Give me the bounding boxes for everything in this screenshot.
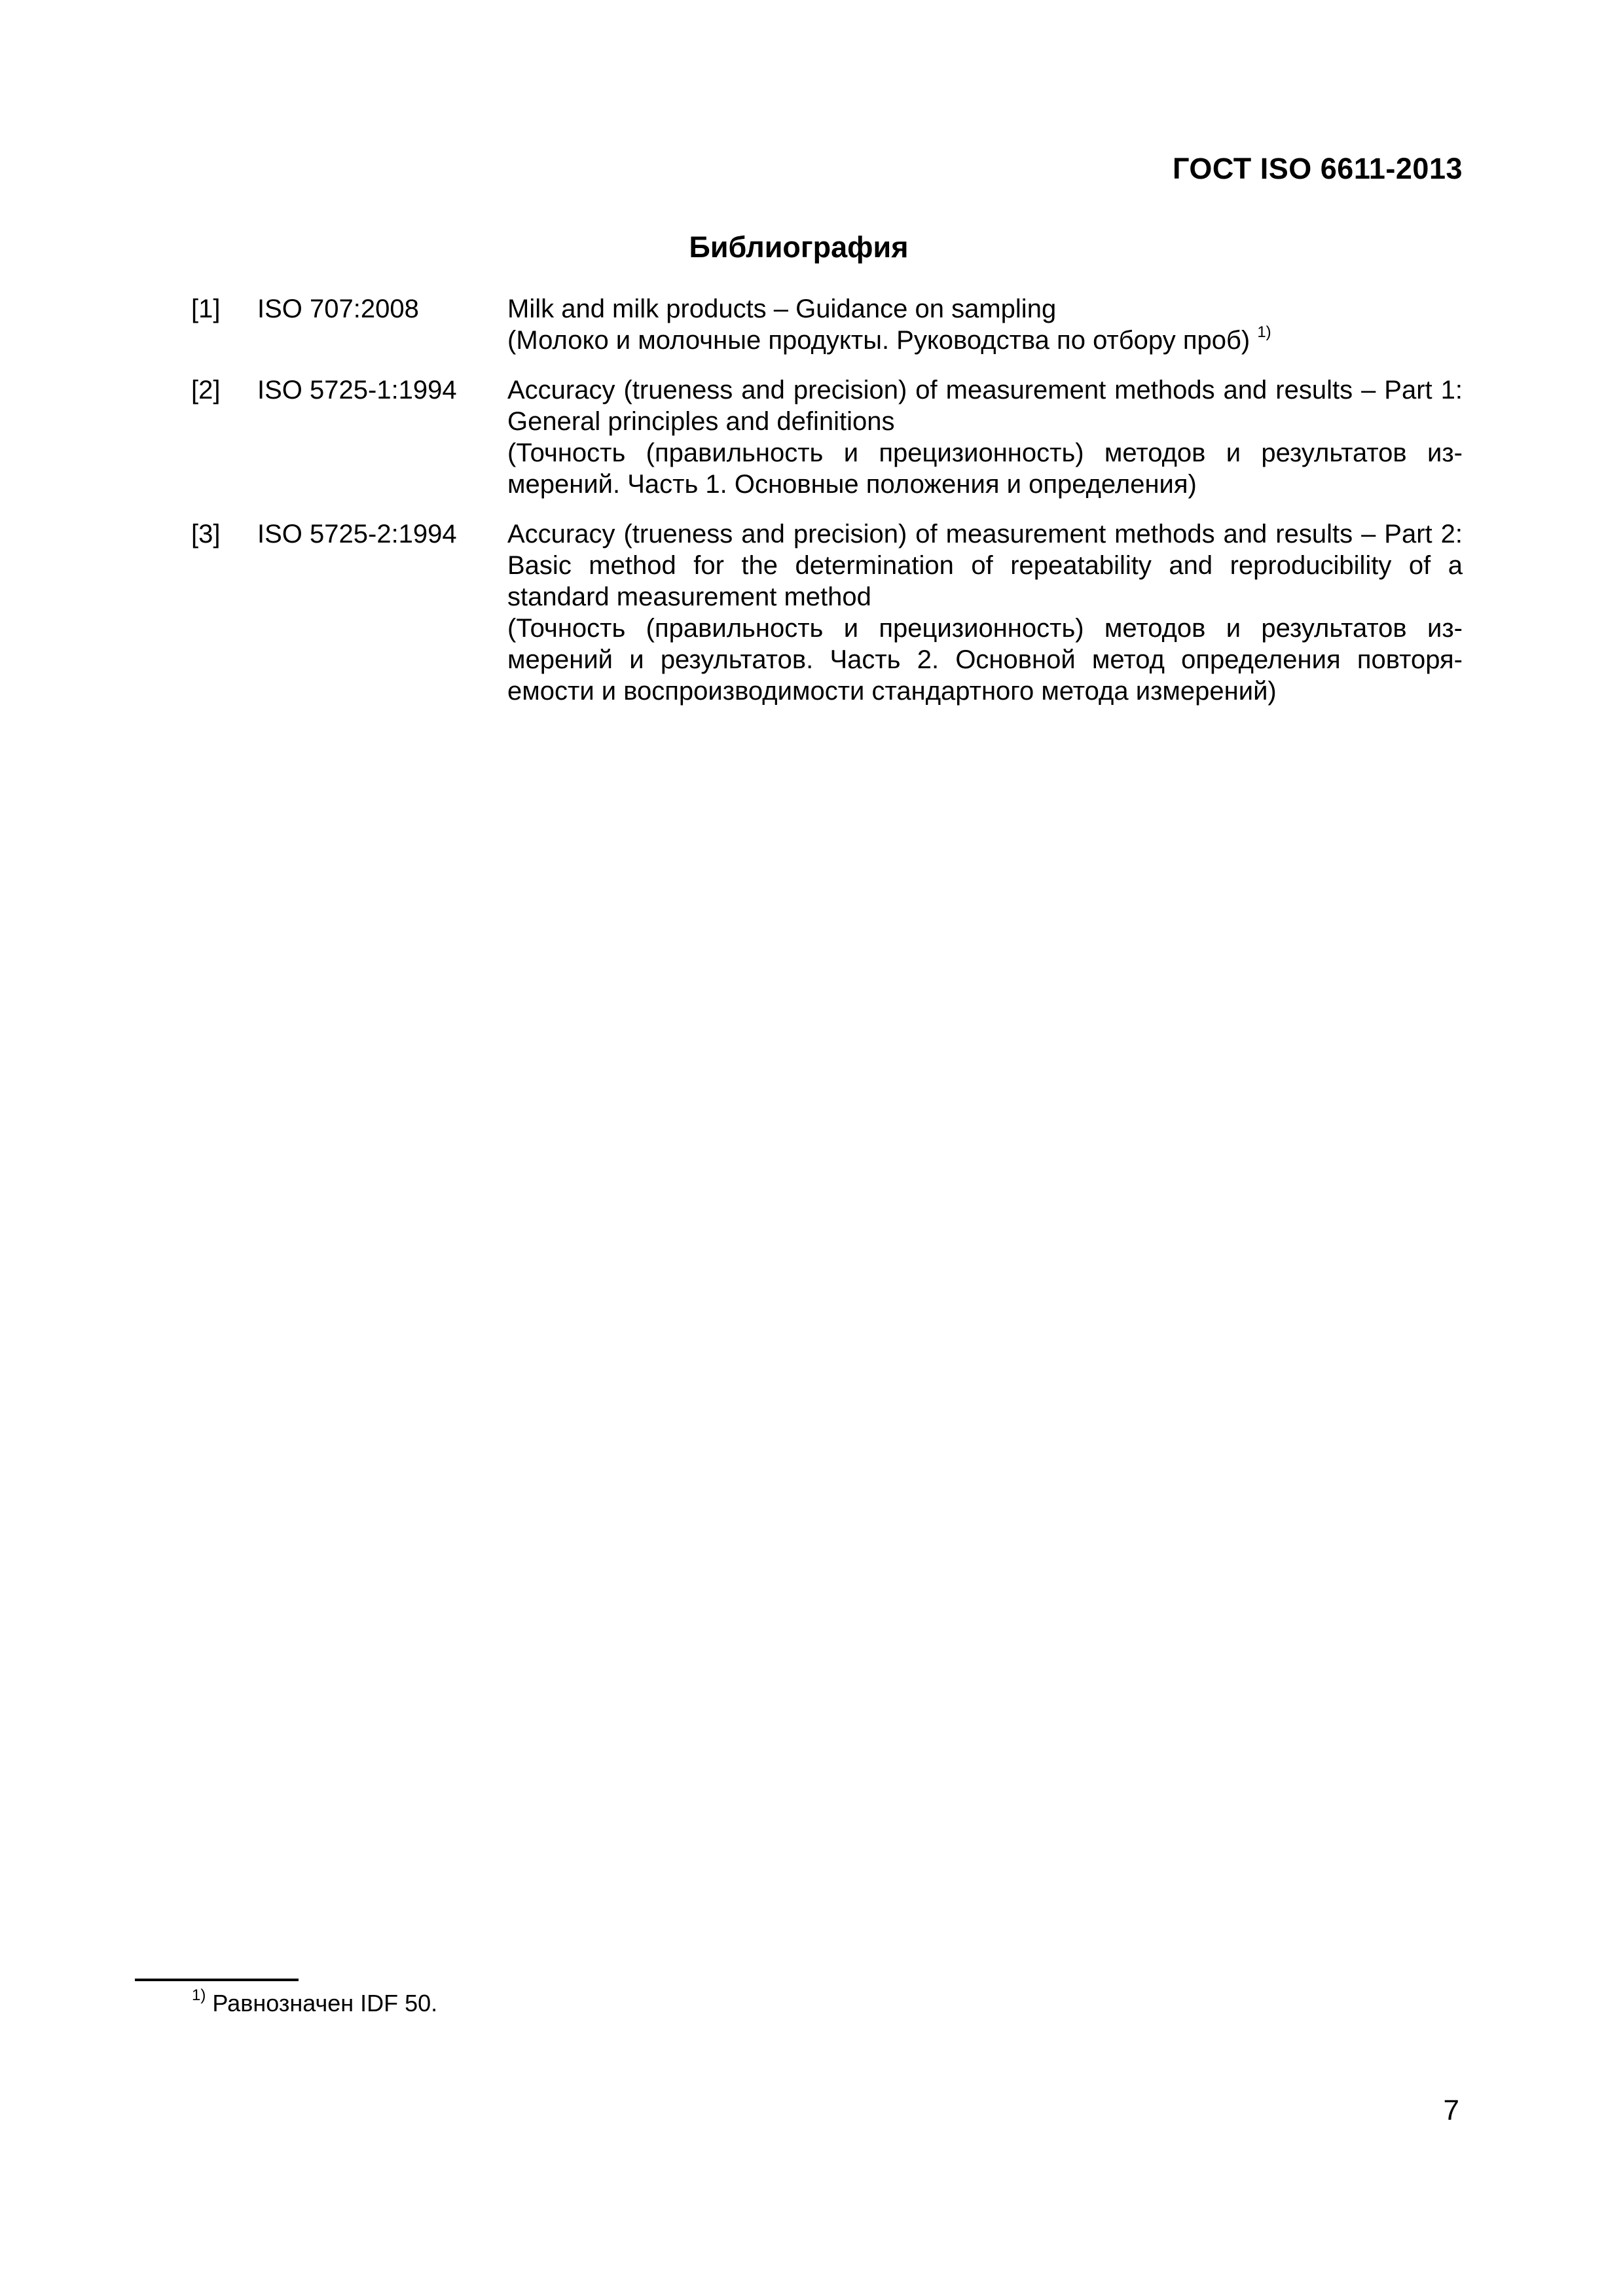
- entry-standard-code: ISO 707:2008: [257, 295, 419, 323]
- entry-description: [507, 374, 1463, 500]
- bibliography-entry: [191, 293, 1463, 356]
- entry-title-ru: (Точность (правильность и прецизионность) методов и результатов из-мерений. Часть 1. Основные положения и определения): [507, 439, 1463, 499]
- footnote-mark: 1): [192, 1986, 206, 2004]
- page-title: Библиография: [689, 230, 909, 264]
- footnote-text: Равнозначен IDF 50.: [212, 1990, 438, 2017]
- entry-title-ru-line: [507, 325, 1463, 356]
- document-code-header: ГОСТ ISO 6611-2013: [1172, 152, 1463, 185]
- footnote-separator: [135, 1979, 299, 1981]
- entry-title-en: Accuracy (trueness and precision) of measurement methods and results – Part 2: Basic method for the determination of repeatability and reproducibility of a standard measurement method: [507, 520, 1463, 611]
- footnote: [192, 1986, 438, 2017]
- entry-title-ru: (Точность (правильность и прецизионность) методов и результатов из-мерений и результатов. Часть 2. Основной метод определения повторя-емости и воспроизводимости стандартного метода измерений): [507, 614, 1463, 706]
- entry-standard-code: ISO 5725-1:1994: [257, 376, 457, 404]
- page-number: 7: [1443, 2094, 1459, 2126]
- entry-number: [1]: [191, 295, 221, 323]
- entry-title-en: Milk and milk products – Guidance on sampling: [507, 295, 1057, 323]
- footnote-reference: 1): [1257, 323, 1271, 341]
- bibliography-entry: [191, 374, 1463, 500]
- entry-standard-code: ISO 5725-2:1994: [257, 520, 457, 548]
- entry-number: [3]: [191, 520, 221, 548]
- entry-title-ru: (Молоко и молочные продукты. Руководства по отбору проб): [507, 326, 1250, 355]
- bibliography-list: [191, 293, 1463, 725]
- entry-title-en: Accuracy (trueness and precision) of measurement methods and results – Part 1: General principles and definitions: [507, 376, 1463, 436]
- entry-description: [507, 518, 1463, 707]
- entry-number: [2]: [191, 376, 221, 404]
- bibliography-entry: [191, 518, 1463, 707]
- entry-description: [507, 293, 1463, 356]
